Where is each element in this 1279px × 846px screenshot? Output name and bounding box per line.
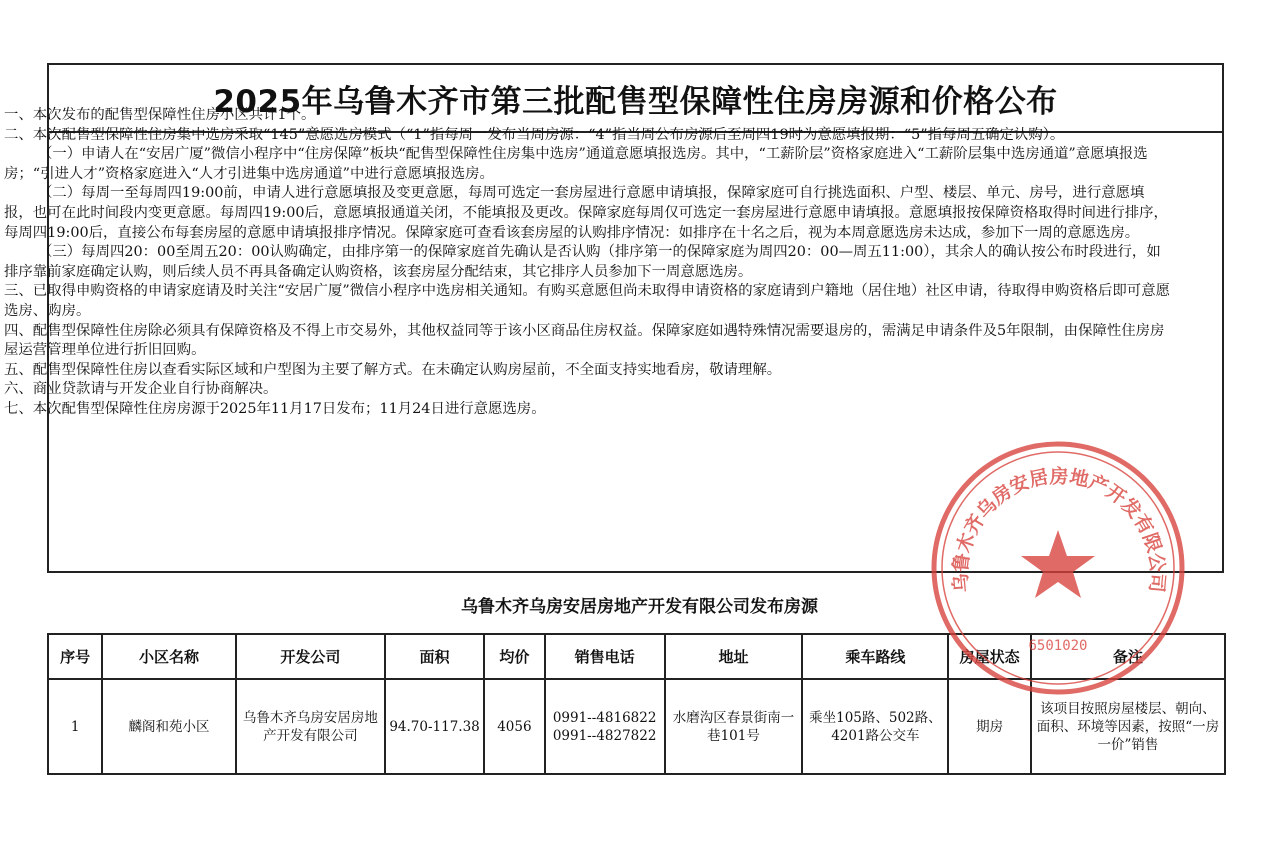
seal-code: 6501020 bbox=[1028, 638, 1088, 654]
notice-body bbox=[4, 106, 1170, 420]
notice-paragraph: 四、配售型保障性住房除必须具有保障资格及不得上市交易外，其他权益同等于该小区商品住房权益。保障家庭如遇特殊情况需要退房的，需满足申请条件及5年限制，由保障性住房房屋运营管理单位进行折旧回购。 bbox=[4, 322, 1165, 359]
header-cell: 销售电话 bbox=[545, 634, 665, 679]
cell-developer: 乌鲁木齐乌房安居房地产开发有限公司 bbox=[236, 679, 385, 774]
notice-paragraph: 六、商业贷款请与开发企业自行协商解决。 bbox=[4, 381, 278, 398]
cell-transit: 乘坐105路、502路、4201路公交车 bbox=[802, 679, 948, 774]
cell-phone bbox=[545, 679, 665, 774]
table-header-row bbox=[48, 634, 1225, 679]
listing-heading: 乌鲁木齐乌房安居房地产开发有限公司发布房源 bbox=[461, 597, 818, 617]
seal-text: 乌鲁木齐乌房安居房地产开发有限公司 bbox=[949, 465, 1169, 594]
notice-paragraph: 七、本次配售型保障性住房房源于2025年11月17日发布；11月24日进行意愿选房。 bbox=[4, 400, 546, 417]
notice-paragraph: 五、配售型保障性住房以查看实际区域和户型图为主要了解方式。在未确定认购房屋前，不全面支持实地看房，敬请理解。 bbox=[4, 361, 782, 378]
header-cell: 地址 bbox=[665, 634, 803, 679]
cell-area: 94.70-117.38 bbox=[385, 679, 484, 774]
header-cell: 均价 bbox=[484, 634, 545, 679]
phone-2: 0991--4827822 bbox=[552, 727, 657, 744]
header-cell: 序号 bbox=[48, 634, 102, 679]
cell-remark: 该项目按照房屋楼层、朝向、面积、环境等因素，按照“一房一价”销售 bbox=[1031, 679, 1225, 774]
page-title: 2025年乌鲁木齐市第三批配售型保障性住房房源和价格公布 bbox=[49, 65, 1222, 133]
notice-paragraph: 一、本次发布的配售型保障性住房小区共计1个。 bbox=[4, 107, 316, 123]
cell-community: 麟阁和苑小区 bbox=[102, 679, 236, 774]
header-cell: 房屋状态 bbox=[948, 634, 1030, 679]
table-row bbox=[48, 679, 1225, 774]
header-cell: 乘车路线 bbox=[802, 634, 948, 679]
header-cell: 小区名称 bbox=[102, 634, 236, 679]
header-cell: 面积 bbox=[385, 634, 484, 679]
cell-avg-price: 4056 bbox=[484, 679, 545, 774]
cell-no: 1 bbox=[48, 679, 102, 774]
notice-paragraph: （二）每周一至每周四19:00前，申请人进行意愿填报及变更意愿，每周可选定一套房屋进行意愿申请填报，保障家庭可自行挑选面积、户型、楼层、单元、房号，进行意愿填报，也可在此时间段内变更意愿。每周四19:00后，意愿填报通道关闭，不能填报及更改。保障家庭每周仅可选定一套房屋进行意愿申请填报。意愿填报按保障资格取得时间进行排序，每周四19:00后，直接公布每套房屋的意愿申请填报排序情况。保障家庭可查看该套房屋的认购排序情况：如排序在十名之后，视为本周意愿选房未达成，参加下一周的意愿选房。 bbox=[4, 185, 1168, 241]
housing-table bbox=[47, 633, 1226, 775]
notice-paragraph: （三）每周四20：00至周五20：00认购确定，由排序第一的保障家庭首先确认是否认购（排序第一的保障家庭为周四20：00—周五11:00），其余人的确认按公布时段进行，如排序靠前家庭确定认购，则后续人员不再具备确定认购资格，该套房屋分配结束，其它排序人员参加下一周意愿选房。 bbox=[4, 244, 1161, 280]
phone-1: 0991--4816822 bbox=[552, 709, 657, 726]
cell-address: 水磨沟区春景街南一巷101号 bbox=[665, 679, 803, 774]
notice-paragraph: 三、已取得申购资格的申请家庭请及时关注“安居广厦”微信小程序中选房相关通知。有购买意愿但尚未取得申请资格的家庭请到户籍地（居住地）社区申请，待取得申购资格后即可意愿选房、购房。 bbox=[4, 283, 1170, 319]
cell-status: 期房 bbox=[948, 679, 1030, 774]
notice-paragraph: 二、本次配售型保障性住房集中选房采取“145”意愿选房模式（“1”指每周一发布当周房源：“4”指当周公布房源后至周四19时为意愿填报期：“5”指每周五确定认购）。 bbox=[4, 126, 1065, 143]
notice-paragraph: （一）申请人在“安居广厦”微信小程序中“住房保障”板块“配售型保障性住房集中选房”通道意愿填报选房。其中，“工薪阶层”资格家庭进入“工薪阶层集中选房通道”意愿填报选房；“引进人才”资格家庭进入“人才引进集中选房通道”中进行意愿填报选房。 bbox=[4, 146, 1148, 182]
header-cell: 备注 bbox=[1031, 634, 1225, 679]
header-cell: 开发公司 bbox=[236, 634, 385, 679]
